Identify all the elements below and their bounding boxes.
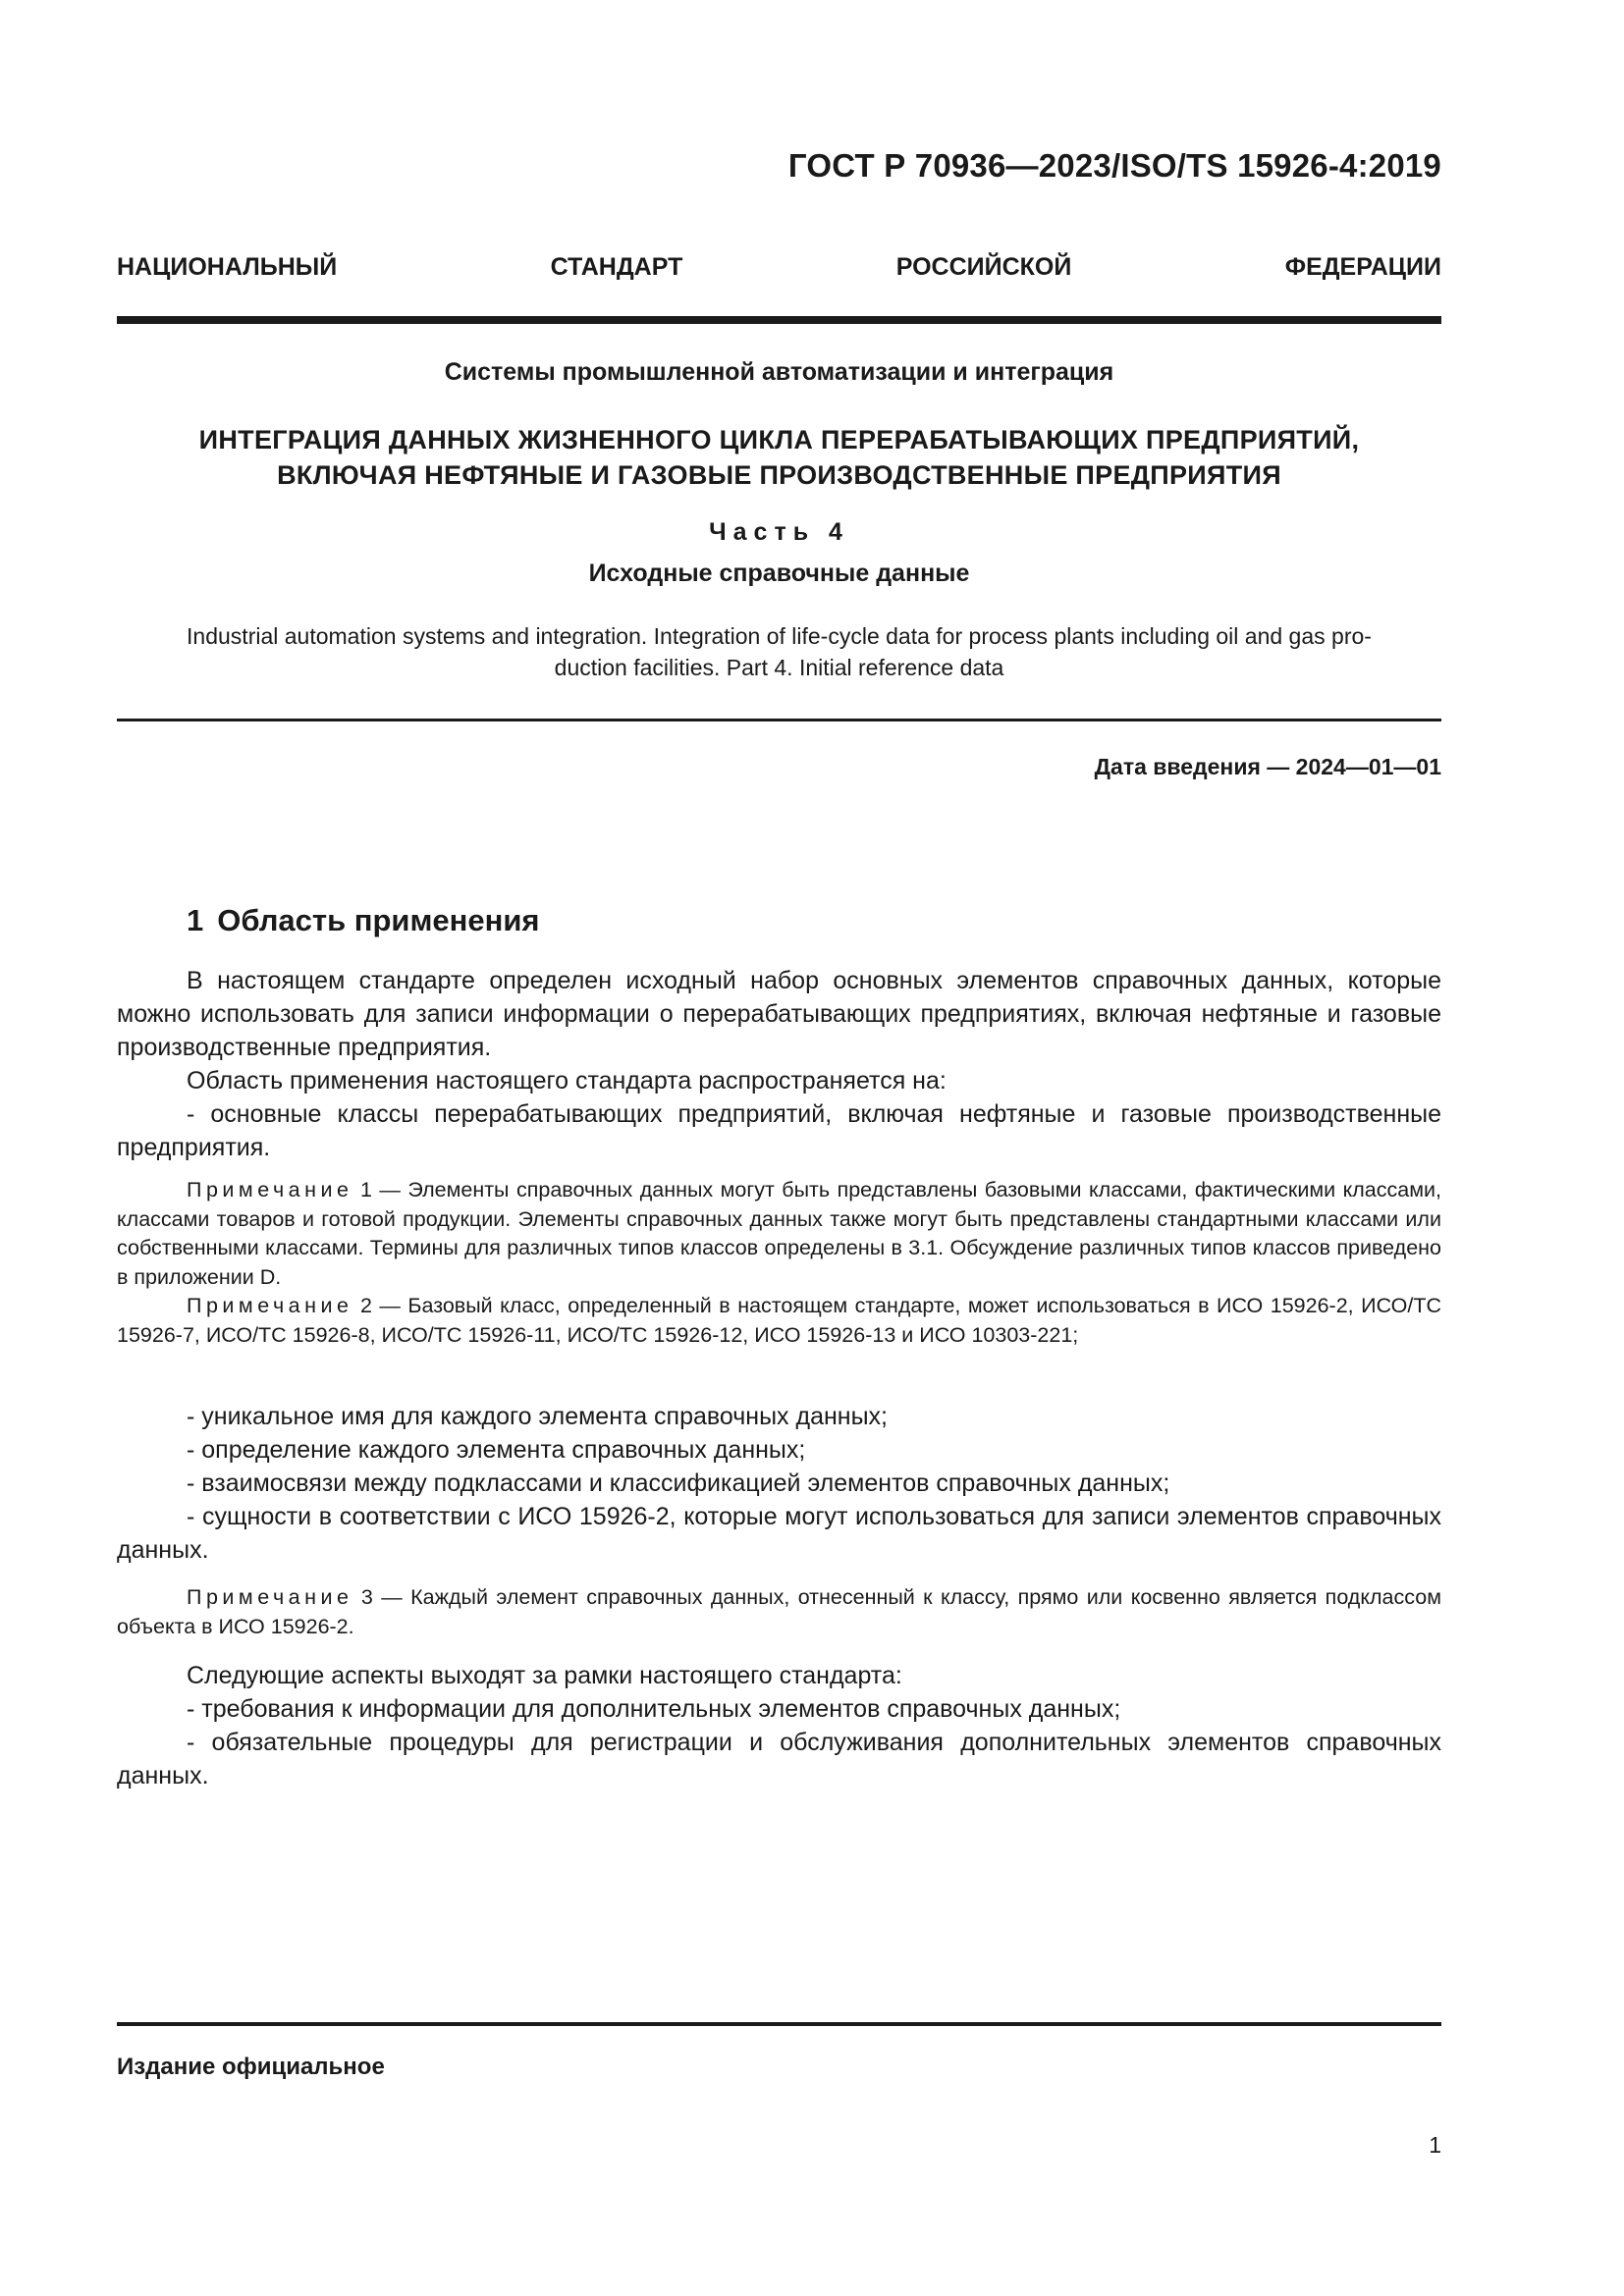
note-label: Примечание: [187, 1294, 353, 1317]
section-title: Область применения: [217, 903, 540, 937]
title-divider: [117, 719, 1441, 721]
paragraph: Область применения настоящего стандарта распространяется на:: [187, 1067, 947, 1095]
notes-block: [117, 1583, 1441, 1641]
national-word: СТАНДАРТ: [550, 253, 683, 281]
part-label: Часть 4: [709, 518, 849, 546]
footer-divider: [117, 2022, 1441, 2026]
list-item: - определение каждого элемента справочных данных;: [187, 1436, 806, 1464]
note-label: Примечание: [187, 1585, 353, 1609]
main-title-line: ИНТЕГРАЦИЯ ДАННЫХ ЖИЗНЕННОГО ЦИКЛА ПЕРЕРАБАТЫВАЮЩИХ ПРЕДПРИЯТИЙ,: [198, 425, 1360, 454]
english-title: [117, 620, 1441, 683]
national-word: РОССИЙСКОЙ: [895, 253, 1072, 281]
national-standard-heading: [117, 253, 1441, 282]
standard-number: ГОСТ Р 70936—2023/ISO/TS 15926-4:2019: [787, 147, 1441, 184]
edition-label: Издание официальное: [117, 2054, 385, 2080]
body-block: [117, 964, 1441, 1164]
part-title: Исходные справочные данные: [588, 560, 970, 587]
header-divider: [117, 316, 1441, 324]
list-item: - уникальное имя для каждого элемента справочных данных;: [187, 1403, 889, 1430]
body-block: [117, 1400, 1441, 1567]
note: [117, 1176, 1441, 1292]
note-text: 3 — Каждый элемент справочных данных, отнесенный к классу, прямо или косвенно является подклассом объекта в ИСО 15926-2.: [117, 1585, 1441, 1638]
national-word: НАЦИОНАЛЬНЫЙ: [117, 253, 338, 281]
english-title-line: Industrial automation systems and integration. Integration of life-cycle data for process plants including oil and gas pro-: [187, 623, 1372, 649]
paragraph: Следующие аспекты выходят за рамки настоящего стандарта:: [187, 1662, 902, 1689]
national-word: ФЕДЕРАЦИИ: [1284, 253, 1441, 281]
paragraph: В настоящем стандарте определен исходный набор основных элементов справочных данных, которые можно использовать для записи информации о перерабатывающих предприятиях, включая нефтяные и газовые производственные предприятия.: [117, 967, 1441, 1061]
list-item: - взаимосвязи между подклассами и классификацией элементов справочных данных;: [187, 1469, 1170, 1497]
note: [117, 1583, 1441, 1641]
section-number: 1: [187, 903, 204, 937]
main-title-line: ВКЛЮЧАЯ НЕФТЯНЫЕ И ГАЗОВЫЕ ПРОИЗВОДСТВЕННЫЕ ПРЕДПРИЯТИЯ: [277, 460, 1281, 490]
note-text: 2 — Базовый класс, определенный в настоящем стандарте, может использоваться в ИСО 15926-2, ИСО/ТС 15926-7, ИСО/ТС 15926-8, ИСО/ТС 15926-11, ИСО/ТС 15926-12, ИСО 15926-13 и ИСО 10303-221;: [117, 1294, 1441, 1347]
list-item: - требования к информации для дополнительных элементов справочных данных;: [187, 1695, 1121, 1723]
body-block: [117, 1659, 1441, 1792]
page-number: 1: [1429, 2132, 1441, 2158]
section-heading: [187, 903, 540, 938]
notes-block: [117, 1176, 1441, 1350]
list-item: - сущности в соответствии с ИСО 15926-2, которые могут использоваться для записи элементов справочных данных.: [117, 1503, 1441, 1564]
note-label: Примечание: [187, 1178, 353, 1201]
list-item: - обязательные процедуры для регистрации и обслуживания дополнительных элементов справочных данных.: [117, 1729, 1441, 1789]
series-title: Системы промышленной автоматизации и интеграция: [444, 358, 1114, 386]
introduction-date: Дата введения — 2024—01—01: [1094, 754, 1441, 779]
english-title-line: duction facilities. Part 4. Initial reference data: [554, 655, 1004, 680]
note-text: 1 — Элементы справочных данных могут быть представлены базовыми классами, фактическими классами, классами товаров и готовой продукции. Элементы справочных данных также могут быть представлены стандартными классами или собственными классами. Термины для различных типов классов определены в 3.1. Обсуждение различных типов классов приведено в приложении D.: [117, 1178, 1441, 1289]
note: [117, 1292, 1441, 1350]
list-item: - основные классы перерабатывающих предприятий, включая нефтяные и газовые производственные предприятия.: [117, 1100, 1441, 1161]
main-title: [117, 422, 1441, 493]
